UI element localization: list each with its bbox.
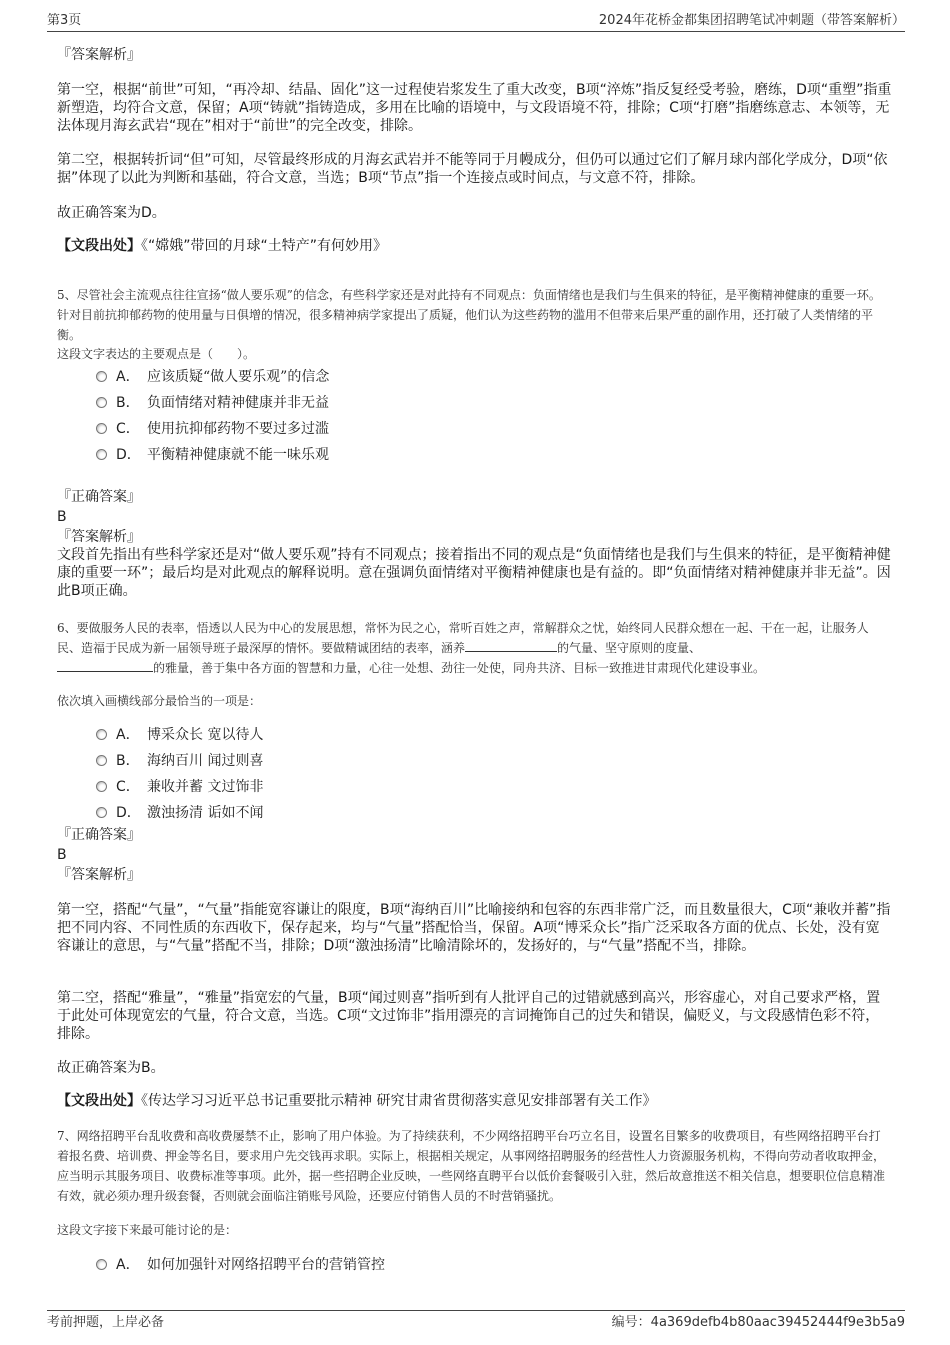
q6-option-d[interactable]: D． 激浊扬清 诟如不闻: [96, 802, 263, 824]
radio-button[interactable]: [96, 397, 107, 408]
q5-analysis: 文段首先指出有些科学家还是对“做人要乐观”持有不同观点；接着指出不同的观点是“负面情绪也是我们与生俱来的特征，是平衡精神健康的重要一环”；最后均是对此观点的解释说明。意在强调负面情绪对平衡精神健康也是有益的。即“负面情绪对精神健康并非无益”。因此B项正确。: [57, 547, 891, 599]
q7-option-a[interactable]: A． 如何加强针对网络招聘平台的营销管控: [96, 1254, 385, 1276]
q7-question: 这段文字接下来最可能讨论的是：: [57, 1223, 238, 1237]
q6-analysis-para1: 第一空，搭配“气量”，“气量”指能宽容谦让的限度，B项“海纳百川”比喻接纳和包容的东西非常广泛，而且数量很大，C项“兼收并蓄”指把不同内容、不同性质的东西收下，保存起来，均与“气量”搭配恰当，保留。A项“博采众长”指广泛采取各方面的优点、长处，没有宽容谦让的意思，与“气量”搭配不当，排除；D项“激浊扬清”比喻清除坏的，发扬好的，与“气量”搭配不当，排除。: [57, 902, 891, 954]
radio-button[interactable]: [96, 781, 107, 792]
q6-stem: 6、要做服务人民的表率，悟透以人民为中心的发展思想，常怀为民之心，常听百姓之声，常解群众之忧，始终同人民群众想在一起、干在一起，让服务人民、造福于民成为新一届领导班子最深厚的情怀。要做精诚团结的表率，涵养 的气量、坚守原则的度量、 的雅量，善于集中各方面的智慧和力量，心往一处想、劲往一处使，同舟共济、目标一致推进甘肃现代化建设事业。: [57, 621, 869, 675]
q5-stem: 5、尽管社会主流观点往往宣扬“做人要乐观”的信念，有些科学家还是对此持有不同观点：负面情绪也是我们与生俱来的特征，是平衡精神健康的重要一环。针对目前抗抑郁药物的使用量与日俱增的情况，很多精神病学家提出了质疑，他们认为这些药物的滥用不但带来后果严重的副作用，还打破了人类情绪的平衡。: [57, 288, 881, 342]
radio-button[interactable]: [96, 755, 107, 766]
radio-button[interactable]: [96, 807, 107, 818]
fill-blank-1: [465, 638, 557, 652]
q6-analysis-label: 『答案解析』: [57, 867, 141, 883]
q7-stem: 7、网络招聘平台乱收费和高收费屡禁不止，影响了用户体验。为了持续获利，不少网络招聘平台巧立名目，设置名目繁多的收费项目，有些网络招聘平台打着报名费、培训费、押金等名目，要求用户先交钱再求职。实际上，根据相关规定，从事网络招聘服务的经营性人力资源服务机构，不得向劳动者收取押金，应当明示其服务项目、收费标准等事项。此外，据一些招聘企业反映，一些网络直聘平台以低价套餐吸引入驻，然后故意推送不相关信息，想要职位信息精准有效，就必须办理升级套餐，否则就会面临注销账号风险，还要应付销售人员的不时营销骚扰。: [57, 1129, 886, 1203]
radio-button[interactable]: [96, 449, 107, 460]
q4-analysis-label: 『答案解析』: [57, 47, 141, 63]
q5-option-c[interactable]: C． 使用抗抑郁药物不要过多过滥: [96, 418, 329, 440]
radio-button[interactable]: [96, 371, 107, 382]
q6-conclusion: 故正确答案为B。: [57, 1060, 165, 1076]
radio-button[interactable]: [96, 423, 107, 434]
q4-analysis-para2: 第二空，根据转折词“但”可知，尽管最终形成的月海玄武岩并不能等同于月幔成分，但仍可以通过它们了解月球内部化学成分，D项“依据”体现了以此为判断和基础，符合文意，当选；B项“节点”指一个连接点或时间点，与文意不符，排除。: [57, 152, 888, 186]
q6-question: 依次填入画横线部分最恰当的一项是：: [57, 694, 262, 708]
q6-option-a[interactable]: A． 博采众长 宽以待人: [96, 724, 263, 746]
q5-analysis-label: 『答案解析』: [57, 529, 141, 545]
radio-button[interactable]: [96, 729, 107, 740]
document-title: 2024年花桥金都集团招聘笔试冲刺题（带答案解析）: [598, 13, 905, 28]
q4-analysis-para1: 第一空，根据“前世”可知，“再冷却、结晶、固化”这一过程使岩浆发生了重大改变，B项“淬炼”指反复经受考验，磨练，D项“重塑”指重新塑造，均符合文意，保留；A项“铸就”指铸造成，多用在比喻的语境中，与文段语境不符，排除；C项“打磨”指磨练意志、本领等，无法体现月海玄武岩“现在”相对于“前世”的完全改变，排除。: [57, 82, 892, 134]
q5-option-b[interactable]: B． 负面情绪对精神健康并非无益: [96, 392, 329, 414]
fill-blank-2: [57, 658, 153, 672]
q6-answer: B: [57, 847, 67, 863]
page-number: 第3页: [47, 13, 82, 28]
q6-analysis-para2: 第二空，搭配“雅量”，“雅量”指宽宏的气量，B项“闻过则喜”指听到有人批评自己的过错就感到高兴，形容虚心，对自己要求严格，置于此处可体现宽宏的气量，符合文意，当选。C项“文过饰非”指用漂亮的言词掩饰自己的过失和错误，偏贬义，与文段感情色彩不符，排除。: [57, 990, 881, 1042]
footer-slogan: 考前押题，上岸必备: [47, 1315, 165, 1330]
q5-answer-label: 『正确答案』: [57, 489, 141, 505]
q6-source: [57, 1092, 892, 1110]
q6-source-label: 【文段出处】: [57, 1093, 141, 1109]
document-code: 编号：4a369defb4b80aac39452444f9e3b5a9: [611, 1315, 905, 1330]
q4-source-label: 【文段出处】: [57, 238, 141, 254]
q6-option-c[interactable]: C． 兼收并蓄 文过饰非: [96, 776, 263, 798]
q6-option-b[interactable]: B． 海纳百川 闻过则喜: [96, 750, 263, 772]
q6-answer-label: 『正确答案』: [57, 827, 141, 843]
q4-conclusion: 故正确答案为D。: [57, 205, 166, 221]
q5-option-d[interactable]: D． 平衡精神健康就不能一味乐观: [96, 444, 329, 466]
radio-button[interactable]: [96, 1259, 107, 1270]
q6-source-text: 《传达学习习近平总书记重要批示精神 研究甘肃省贯彻落实意见安排部署有关工作》: [141, 1093, 657, 1109]
q5-answer: B: [57, 509, 67, 525]
q5-option-a[interactable]: A． 应该质疑“做人要乐观”的信念: [96, 366, 329, 388]
page-header: [47, 13, 905, 32]
q5-question: 这段文字表达的主要观点是（ ）。: [57, 347, 256, 361]
page-footer: [47, 1310, 905, 1335]
q4-source-text: 《“嫦娥”带回的月球“土特产”有何妙用》: [141, 238, 388, 254]
q4-source: [57, 237, 892, 255]
